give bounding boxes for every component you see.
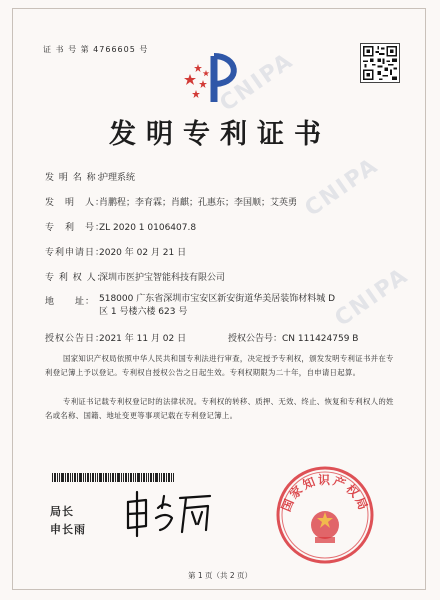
filing-date-row xyxy=(45,245,186,258)
patent-number-row xyxy=(45,220,196,233)
grant-number-label: 授权公告号： xyxy=(228,334,283,344)
address-line-2: 区 1 号楼六楼 623 号 xyxy=(99,307,188,317)
legal-paragraph-1: 国家知识产权局依照中华人民共和国专利法进行审查，决定授予专利权，颁发发明专利证书并在专利登记簿上予以登记。专利权自授权公告之日起生效。专利权期限为二十年，自申请日起算。 xyxy=(45,354,394,377)
watermark: CNIPA xyxy=(215,48,299,117)
director-title: 局长 xyxy=(50,505,74,518)
watermark: CNIPA xyxy=(300,153,384,222)
grant-date-row xyxy=(45,331,186,344)
invention-name: 护理系统 xyxy=(99,173,136,183)
address-row xyxy=(45,294,99,307)
address xyxy=(99,293,335,319)
page-title: 发明专利证书 xyxy=(109,119,331,150)
inventors-label: 发 明 人： xyxy=(45,198,106,208)
patentee-row xyxy=(45,270,225,283)
svg-text:国家知识产权局 xyxy=(279,472,371,514)
barcode-icon xyxy=(52,467,174,476)
director-name: 申长雨 xyxy=(50,523,86,536)
filing-date: 2020 年 02 月 21 日 xyxy=(99,248,187,258)
grant-number: CN 111424759 B xyxy=(282,334,359,344)
address-line-1: 518000 广东省深圳市宝安区新安街道华美居装饰材料城 D xyxy=(99,294,336,304)
grant-date-label: 授权公告日： xyxy=(45,334,106,344)
filing-date-label: 专利申请日： xyxy=(45,248,106,258)
page-footer: 第 1 页（共 2 页） xyxy=(187,571,253,580)
inventors-row xyxy=(45,195,297,208)
watermark: CNIPA xyxy=(330,263,414,332)
qr-code-icon xyxy=(360,43,400,83)
official-seal xyxy=(275,465,375,565)
patent-number-label: 专 利 号： xyxy=(45,223,106,233)
patent-number: ZL 2020 1 0106407.8 xyxy=(99,223,197,233)
legal-paragraph-2: 专利证书记载专利权登记时的法律状况。专利权的转移、质押、无效、终止、恢复和专利权人的姓名或名称、国籍、地址变更等事项记载在专利登记簿上。 xyxy=(45,397,394,420)
cnipa-logo xyxy=(176,50,248,108)
grant-date: 2021 年 11 月 02 日 xyxy=(99,334,187,344)
patentee: 深圳市医护宝智能科技有限公司 xyxy=(99,273,226,283)
handwritten-signature xyxy=(120,488,215,538)
inventors: 肖鹏程；李育霖；肖麒；孔惠东；李国顺；艾英勇 xyxy=(99,198,298,208)
certificate-number: 证 书 号 第 4766605 号 xyxy=(43,45,149,54)
seal-text: 国家知识产权局 xyxy=(278,473,372,514)
invention-name-label: 发 明 名 称： xyxy=(45,173,107,183)
address-label: 地 址： xyxy=(45,297,96,307)
patentee-label: 专 利 权 人： xyxy=(45,273,107,283)
invention-name-row xyxy=(45,170,135,183)
grant-number-row xyxy=(228,331,358,344)
